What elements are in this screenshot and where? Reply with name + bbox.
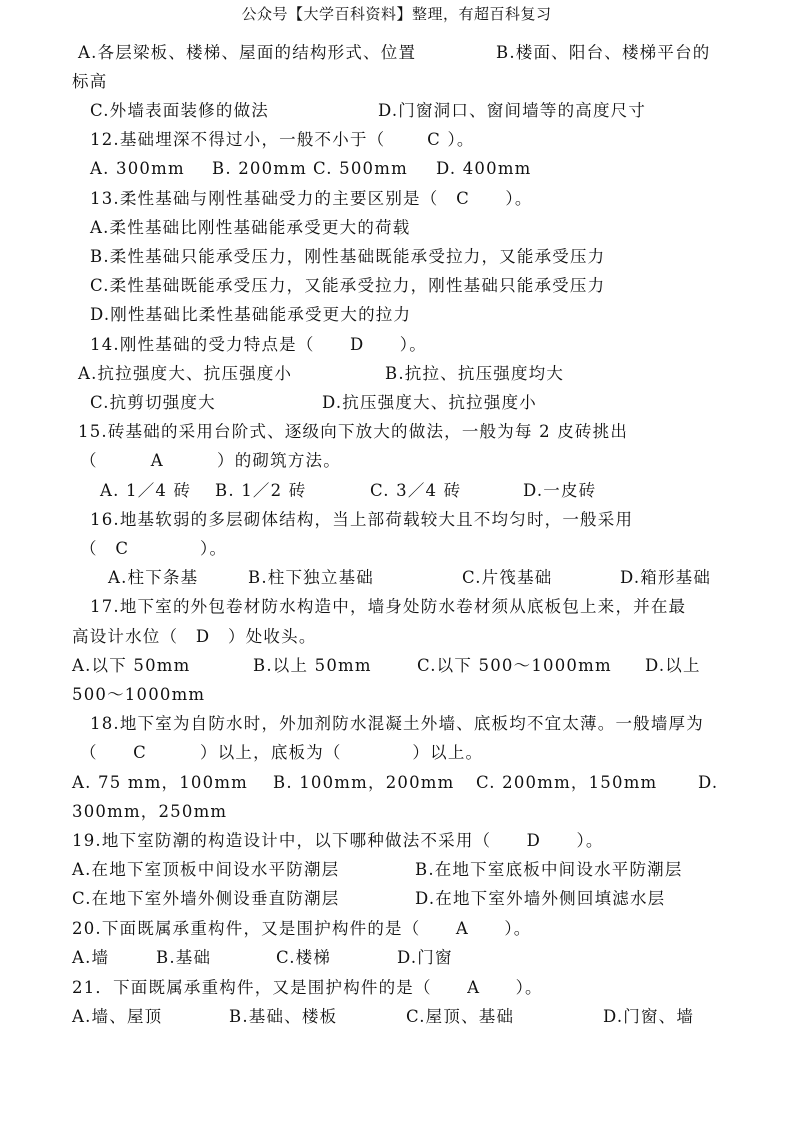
option-text: D.门窗洞口、窗间墙等的高度尺寸 <box>378 101 647 120</box>
option-text: C.在地下室外墙外侧设垂直防潮层 <box>72 889 340 908</box>
option-text: A.抗拉强度大、抗压强度小 <box>78 364 293 383</box>
option-text: B.基础、楼板 <box>229 1007 338 1026</box>
option-text: A. 1／4 砖 <box>100 481 192 500</box>
line-text: 500～1000mm <box>72 685 206 704</box>
option-text: B.楼面、阳台、楼梯平台的 <box>496 43 711 62</box>
option-text: D. 400mm <box>436 159 532 178</box>
line-text: 高设计水位（ D ）处收头。 <box>72 627 317 646</box>
option-text: B.柱下独立基础 <box>248 568 374 587</box>
line-text: （ C ）以上，底板为（ ）以上。 <box>80 743 484 762</box>
line-text: 300mm，250mm <box>72 802 228 821</box>
option-text: C. 500mm <box>313 159 408 178</box>
option-text: C.屋顶、基础 <box>406 1007 515 1026</box>
option-text: B.抗拉、抗压强度均大 <box>385 364 565 383</box>
option-text: B.基础 <box>156 948 212 967</box>
option-text: C.楼梯 <box>276 948 332 967</box>
line-text: 18.地下室为自防水时，外加剂防水混凝土外墙、底板均不宜太薄。一般墙厚为 <box>90 714 704 733</box>
option-text: D. <box>698 773 719 792</box>
option-text: A.墙 <box>72 948 110 967</box>
line-text: 16.地基软弱的多层砌体结构，当上部荷载较大且不均匀时，一般采用 <box>90 510 634 529</box>
option-text: B.以上 50mm <box>253 656 372 675</box>
option-text: A.以下 50mm <box>72 656 191 675</box>
option-text: B. 100mm，200mm <box>273 773 455 792</box>
line-text: D.刚性基础比柔性基础能承受更大的拉力 <box>90 305 412 324</box>
option-text: D.抗压强度大、抗拉强度小 <box>322 393 537 412</box>
option-text: A.柱下条基 <box>108 568 199 587</box>
option-text: D.箱形基础 <box>620 568 712 587</box>
option-text: A.墙、屋顶 <box>72 1007 163 1026</box>
option-text: D.一皮砖 <box>523 481 597 500</box>
option-text: C. 3／4 砖 <box>370 481 462 500</box>
option-text: A.在地下室顶板中间设水平防潮层 <box>72 860 340 879</box>
line-text: 12.基础埋深不得过小，一般不小于（ C ）。 <box>90 130 475 149</box>
option-text: C. 200mm，150mm <box>476 773 658 792</box>
line-text: 20.下面既属承重构件，又是围护构件的是（ A ）。 <box>72 919 532 938</box>
option-text: D.门窗、墙 <box>603 1007 695 1026</box>
line-text: 17.地下室的外包卷材防水构造中，墙身处防水卷材须从底板包上来，并在最 <box>90 597 687 616</box>
option-text: C.以下 500～1000mm <box>417 656 612 675</box>
option-text: B. 1／2 砖 <box>215 481 307 500</box>
line-text: 14.刚性基础的受力特点是（ D ）。 <box>90 335 427 354</box>
option-text: A. 75 mm，100mm <box>72 773 249 792</box>
line-text: （ A ）的砌筑方法。 <box>80 451 341 470</box>
line-text: C.柔性基础既能承受压力，又能承受拉力，刚性基础只能承受压力 <box>90 276 606 295</box>
option-text: D.以上 <box>645 656 701 675</box>
option-text: C.片筏基础 <box>462 568 553 587</box>
line-text: 13.柔性基础与刚性基础受力的主要区别是（ C ）。 <box>90 189 533 208</box>
option-text: B.在地下室底板中间设水平防潮层 <box>415 860 683 879</box>
line-text: 21．下面既属承重构件，又是围护构件的是（ A ）。 <box>72 978 543 997</box>
line-text: （ C ）。 <box>80 539 228 558</box>
page-header: 公众号【大学百科资料】整理，有超百科复习 <box>241 5 552 23</box>
option-text: C.抗剪切强度大 <box>90 393 216 412</box>
option-text: A.各层梁板、楼梯、屋面的结构形式、位置 <box>78 43 417 62</box>
option-text: D.门窗 <box>397 948 453 967</box>
line-text: 19.地下室防潮的构造设计中，以下哪种做法不采用（ D ）。 <box>72 831 604 850</box>
line-text: 标高 <box>72 72 108 91</box>
option-text: D.在地下室外墙外侧回填滤水层 <box>415 889 666 908</box>
option-text: A. 300mm <box>90 159 185 178</box>
option-text: B. 200mm <box>212 159 308 178</box>
line-text: A.柔性基础比刚性基础能承受更大的荷载 <box>90 218 411 237</box>
option-text: C.外墙表面装修的做法 <box>90 101 269 120</box>
line-text: 15.砖基础的采用台阶式、逐级向下放大的做法，一般为每 2 皮砖挑出 <box>78 422 629 441</box>
line-text: B.柔性基础只能承受压力，刚性基础既能承受拉力，又能承受压力 <box>90 247 606 266</box>
